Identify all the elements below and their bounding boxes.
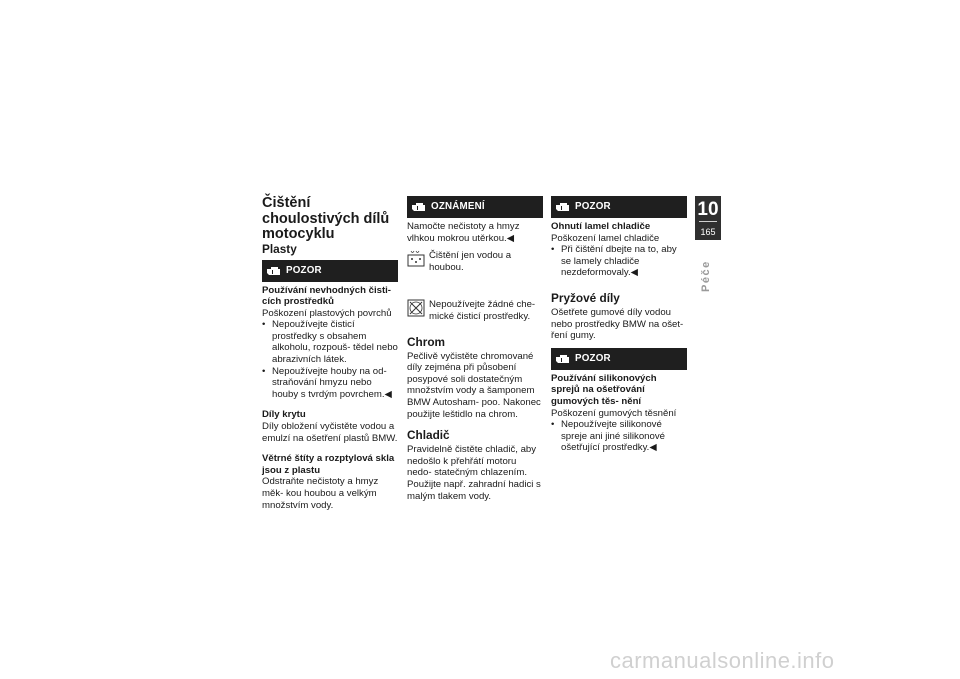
list-item: • Při čištění dbejte na to, aby se lamely chladiče nezdeformovaly.◀ bbox=[551, 244, 687, 279]
list-item: • Nepoužívejte silikonové spreje ani jiné silikonové ošetřující prostředky.◀ bbox=[551, 419, 687, 454]
no-chemicals-icon bbox=[407, 299, 425, 317]
section-heading-dily: Díly krytu bbox=[262, 409, 306, 421]
pryz-text: Ošetřete gumové díly vodou nebo prostředky BMW na ošet- ření gumy. bbox=[551, 306, 684, 342]
dily-text: Díly obložení vyčistěte vodou a emulzí na ošetření plastů BMW. bbox=[262, 421, 398, 444]
notice-text: Namočte nečistoty a hmyz vlhkou mokrou utěrkou.◀ bbox=[407, 221, 520, 244]
warning-bar bbox=[551, 196, 687, 218]
chladic-text-2: Použijte např. zahradní hadici s malým tlakem vody. bbox=[407, 478, 541, 502]
notice-label: OZNÁMENÍ bbox=[431, 201, 485, 213]
list-item: • Nepoužívejte houby na od- straňování hmyzu nebo houby s tvrdým povrchem.◀ bbox=[262, 366, 398, 401]
warning-label: POZOR bbox=[575, 352, 611, 364]
warning-text: Poškození plastových povrchů bbox=[262, 307, 392, 319]
section-heading-plasty: Plasty bbox=[262, 241, 297, 256]
sprej-title: Používání silikonových sprejů na ošetřování gumových těs- nění bbox=[551, 372, 657, 407]
sprej-text: Poškození gumových těsnění bbox=[551, 407, 677, 419]
stity-text: Odstraňte nečistoty a hmyz měk- kou houbou a velkým množstvím vody. bbox=[262, 476, 379, 511]
warning-label: POZOR bbox=[286, 264, 322, 276]
page-number: 165 bbox=[700, 227, 716, 237]
chapter-tab bbox=[695, 196, 721, 240]
hand-warning-icon bbox=[554, 352, 571, 366]
hand-warning-icon bbox=[554, 200, 571, 214]
warning-bar-2 bbox=[551, 348, 687, 370]
watermark: carmanualsonline.info bbox=[610, 648, 835, 673]
page-title: Čištění choulostivých dílů motocyklu bbox=[262, 195, 390, 242]
chrom-text: Pečlivě vyčistěte chromované díly zejména při působení posypové soli dostatečným množstvím vody a šamponem BMW Autosham- poo. Nakonec použijte leštidlo na chrom. bbox=[407, 350, 541, 420]
section-heading-chladic: Chladič bbox=[407, 428, 450, 443]
section-label: Péče bbox=[700, 260, 712, 292]
lamely-text: Poškození lamel chladiče bbox=[551, 232, 660, 244]
warning-label: POZOR bbox=[575, 201, 611, 213]
section-heading-stity: Větrné štíty a rozptylová skla jsou z plastu bbox=[262, 453, 395, 476]
section-heading-pryz: Pryžové díly bbox=[551, 290, 620, 305]
sponge-icon bbox=[407, 250, 425, 268]
chapter-number: 10 bbox=[697, 199, 719, 220]
warning-bar bbox=[262, 260, 398, 282]
column-1 bbox=[262, 196, 398, 511]
no-chemicals-text: Nepoužívejte žádné che- mické čisticí prostředky. bbox=[429, 299, 536, 322]
instruction-sponge bbox=[407, 250, 543, 273]
instruction-no-chemicals bbox=[407, 299, 543, 322]
notice-bar bbox=[407, 196, 543, 218]
column-3 bbox=[551, 196, 687, 454]
column-2 bbox=[407, 196, 543, 502]
hand-warning-icon bbox=[265, 264, 282, 278]
list-item: • Nepoužívejte čisticí prostředky s obsahem alkoholu, rozpouš- tědel nebo abrazivních látek. bbox=[262, 319, 398, 365]
hand-warning-icon bbox=[410, 200, 427, 214]
section-heading-chrom: Chrom bbox=[407, 334, 446, 349]
lamely-title: Ohnutí lamel chladiče bbox=[551, 221, 651, 232]
tab-divider bbox=[699, 221, 717, 222]
chladic-text-1: Pravidelně čistěte chladič, aby nedošlo k přehřátí motoru nedo- statečným chlazením. bbox=[407, 444, 537, 479]
sponge-text: Čištění jen vodou a houbou. bbox=[429, 250, 512, 273]
warning-title: Používání nevhodných čisti- cích prostředků bbox=[262, 284, 392, 308]
